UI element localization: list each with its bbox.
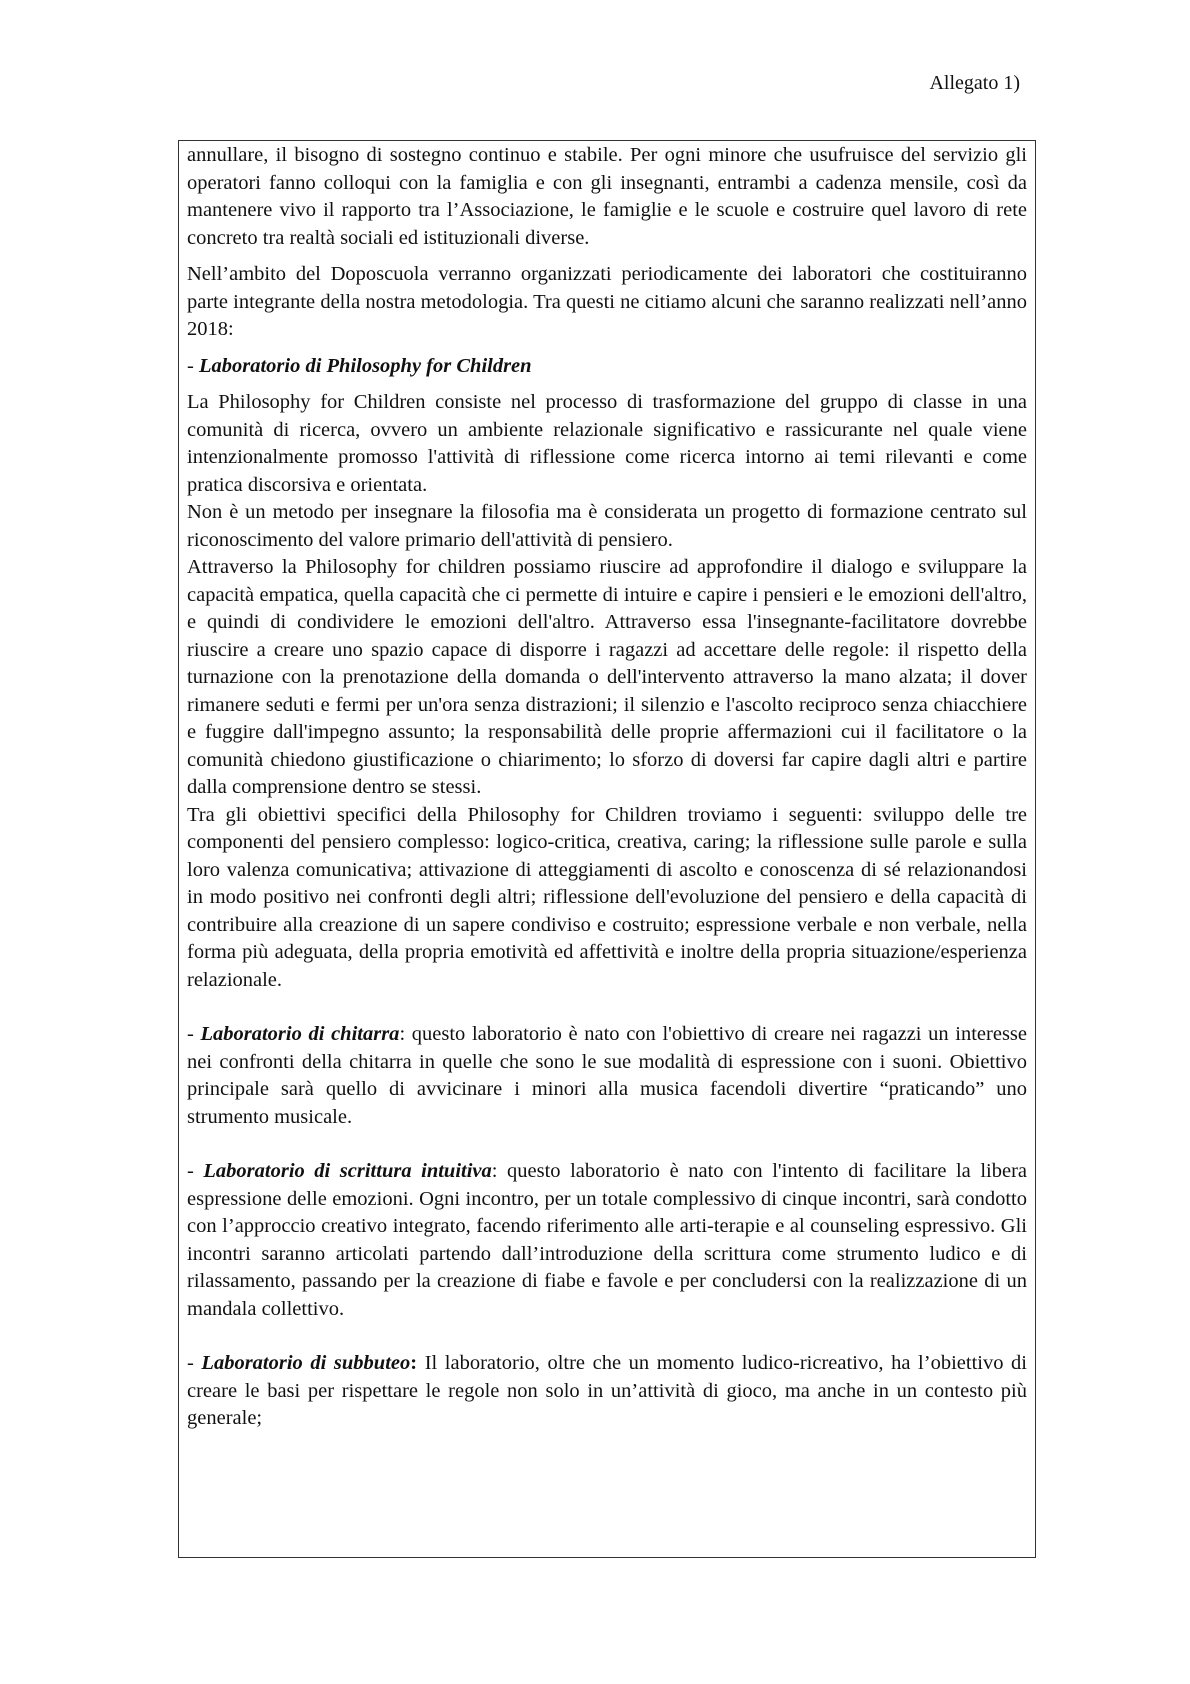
philosophy-title: Laboratorio di Philosophy for Children <box>198 354 532 377</box>
scrittura-text: : questo laboratorio è nato con l'intento di facilitare la libera espressione delle emozioni. Ogni incontro, per un totale complessivo di cinque incontri, sarà condotto con l’approccio creativo integrato, facendo riferimento alle arti-terapie e al counseling espressivo. Gli incontri saranno articolati partendo dall’introduzione della scrittura come strumento ludico e di rilassamento, passando per la creazione di fiabe e favole e per concludersi con la realizzazione di un mandala collettivo. <box>187 1160 1027 1320</box>
scrittura-dash: - <box>187 1160 204 1182</box>
chitarra-paragraph <box>187 1021 1027 1131</box>
content-box <box>178 140 1036 1558</box>
philosophy-paragraph-1: La Philosophy for Children consiste nel processo di trasformazione del gruppo di classe in una comunità di ricerca, ovvero un ambiente relazionale significativo e rassicurante nel quale viene intenzionalmente promosso l'attività di riflessione come ricerca intorno ai temi rilevanti e come pratica discorsiva e orientata. <box>187 391 1027 496</box>
philosophy-paragraph-2: Non è un metodo per insegnare la filosofia ma è considerata un progetto di formazione centrato sul riconoscimento del valore primario dell'attività di pensiero. <box>187 501 1027 551</box>
subbuteo-title: Laboratorio di subbuteo <box>201 1352 411 1374</box>
subbuteo-paragraph <box>187 1350 1027 1433</box>
subbuteo-text: Il laboratorio, oltre che un momento ludico-ricreativo, ha l’obiettivo di creare le basi per rispettare le regole non solo in un’attività di gioco, ma anche in un contesto più generale; <box>187 1352 1028 1429</box>
philosophy-paragraph-4: Tra gli obiettivi specifici della Philosophy for Children troviamo i seguenti: sviluppo delle tre componenti del pensiero complesso: logico-critica, creativa, caring; la riflessione sulle parole e sulla loro valenza comunicativa; attivazione di atteggiamenti di ascolto e conoscenza di sé relazionandosi in modo positivo nei confronti degli altri; riflessione dell'evoluzione del pensiero e della capacità di contribuire alla creazione di un sapere condiviso e costruito; espressione verbale e non verbale, nella forma più adeguata, della propria emotività ed affettività e inoltre della propria situazione/esperienza relazionale. <box>187 803 1027 991</box>
intro-paragraph-1: annullare, il bisogno di sostegno continuo e stabile. Per ogni minore che usufruisce del servizio gli operatori fanno colloqui con la famiglia e con gli insegnanti, entrambi a cadenza mensile, così da mantenere vivo il rapporto tra l’Associazione, le famiglie e le scuole e costruire quel lavoro di rete concreto tra realtà sociali ed istituzionali diverse. <box>187 144 1027 249</box>
philosophy-dash: - <box>187 354 199 377</box>
chitarra-text: : questo laboratorio è nato con l'obiettivo di creare nei ragazzi un interesse nei confronti della chitarra in quelle che sono le sue modalità di espressione con i suoni. Obiettivo principale sarà quello di avvicinare i minori alla musica facendoli divertire “praticando” uno strumento musicale. <box>187 1023 1027 1128</box>
philosophy-heading <box>187 353 1027 381</box>
chitarra-dash: - <box>187 1023 201 1045</box>
philosophy-paragraph-3: Attraverso la Philosophy for children possiamo riuscire ad approfondire il dialogo e sviluppare la capacità empatica, quella capacità che ci permette di intuire e capire i pensieri e le emozioni dell'altro, e quindi di condividere le emozioni dell'altro. Attraverso essa l'insegnante-facilitatore dovrebbe riuscire a creare uno spazio capace di disporre i ragazzi ad accettare delle regole: il rispetto della turnazione con la prenotazione della domanda o dell'intervento attraverso la mano alzata; il dover rimanere seduti e fermi per un'ora senza distrazioni; il silenzio e l'ascolto reciproco senza chiacchiere e fuggire dall'impegno assunto; la responsabilità delle proprie affermazioni cui il facilitatore o la comunità chiedono giustificazione o chiarimento; lo sforzo di doversi far capire dagli altri e partire dalla comprensione dentro se stessi. <box>187 556 1027 798</box>
subbuteo-colon: : <box>410 1352 418 1374</box>
scrittura-paragraph <box>187 1158 1027 1323</box>
chitarra-title: Laboratorio di chitarra <box>200 1023 400 1045</box>
subbuteo-dash: - <box>187 1352 202 1374</box>
attachment-label: Allegato 1) <box>929 72 1020 94</box>
scrittura-title: Laboratorio di scrittura intuitiva <box>203 1160 492 1182</box>
intro-paragraph-2: Nell’ambito del Doposcuola verranno organizzati periodicamente dei laboratori che costituiranno parte integrante della nostra metodologia. Tra questi ne citiamo alcuni che saranno realizzati nell’anno 2018: <box>187 263 1027 340</box>
